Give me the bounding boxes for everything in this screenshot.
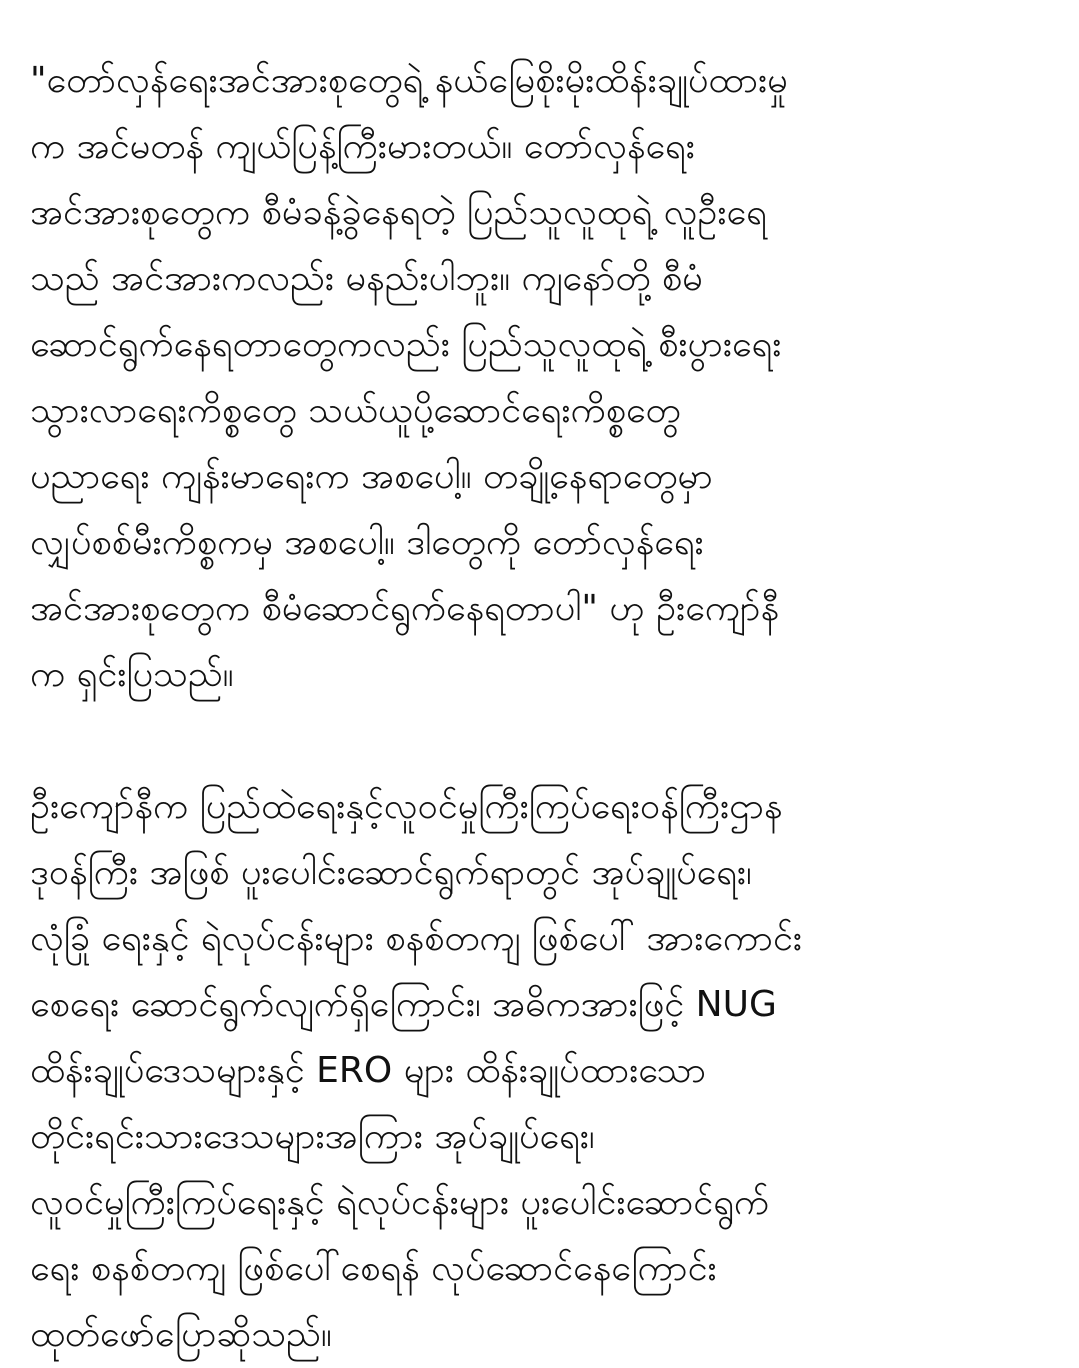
text-line: "တော်လှန်ရေးအင်အားစုတွေရဲ့ နယ်မြေစိုးမိုးထိန်းချုပ်ထားမှု <box>30 60 788 101</box>
text-line: ဆောင်ရွက်နေရတာတွေကလည်း ပြည်သူလူထုရဲ့ စီးပွားရေး <box>30 324 782 365</box>
text-line: လုံခြုံ ရေးနှင့် ရဲလုပ်ငန်းများ စနစ်တကျ ဖြစ်ပေါ် အားကောင်း <box>30 918 803 959</box>
text-line: ထိန်းချုပ်ဒေသများနှင့် ERO များ ထိန်းချုပ်ထားသော <box>30 1050 707 1091</box>
text-line: ဦးကျော်နီက ပြည်ထဲရေးနှင့်လူဝင်မှုကြီးကြပ်ရေးဝန်ကြီးဌာန <box>30 786 783 827</box>
text-line: အင်အားစုတွေက စီမံခန့်ခွဲနေရတဲ့ ပြည်သူလူထုရဲ့ လူဦးရေ <box>30 192 767 233</box>
paragraph-spacer <box>30 708 1049 774</box>
text-line: ဒုဝန်ကြီး အဖြစ် ပူးပေါင်းဆောင်ရွက်ရာတွင် အုပ်ချုပ်ရေး၊ <box>30 852 752 893</box>
paragraph-2 <box>30 774 1049 1368</box>
text-line: သည် အင်အားကလည်း မနည်းပါဘူး။ ကျနော်တို့ စီမံ <box>30 258 703 299</box>
text-line: အင်အားစုတွေက စီမံဆောင်ရွက်နေရတာပါ" ဟု ဦးကျော်နီ <box>30 588 780 629</box>
text-line: က အင်မတန် ကျယ်ပြန့်ကြီးမားတယ်။ တော်လှန်ရေး <box>30 126 695 167</box>
text-line: သွားလာရေးကိစ္စတွေ သယ်ယူပို့ဆောင်ရေးကိစ္စတွေ <box>30 390 681 431</box>
text-line: ပညာရေး ကျန်းမာရေးက အစပေါ့။ တချို့နေရာတွေမှာ <box>30 456 713 497</box>
text-line: တိုင်းရင်းသားဒေသများအကြား အုပ်ချုပ်ရေး၊ <box>30 1116 595 1157</box>
text-line: စေရေး ဆောင်ရွက်လျက်ရှိကြောင်း၊ အဓိကအားဖြင့် NUG <box>30 984 777 1025</box>
text-line: က ရှင်းပြသည်။ <box>30 654 234 695</box>
text-line: လူဝင်မှုကြီးကြပ်ရေးနှင့် ရဲလုပ်ငန်းများ ပူးပေါင်းဆောင်ရွက် <box>30 1182 770 1223</box>
paragraph-1 <box>30 48 1049 708</box>
text-line: ထုတ်ဖော်ပြောဆိုသည်။ <box>30 1314 332 1355</box>
text-line: ရေး စနစ်တကျ ဖြစ်ပေါ်စေရန် လုပ်ဆောင်နေကြောင်း <box>30 1248 717 1289</box>
text-line: လျှပ်စစ်မီးကိစ္စကမှ အစပေါ့။ ဒါတွေကို တော်လှန်ရေး <box>30 522 704 563</box>
